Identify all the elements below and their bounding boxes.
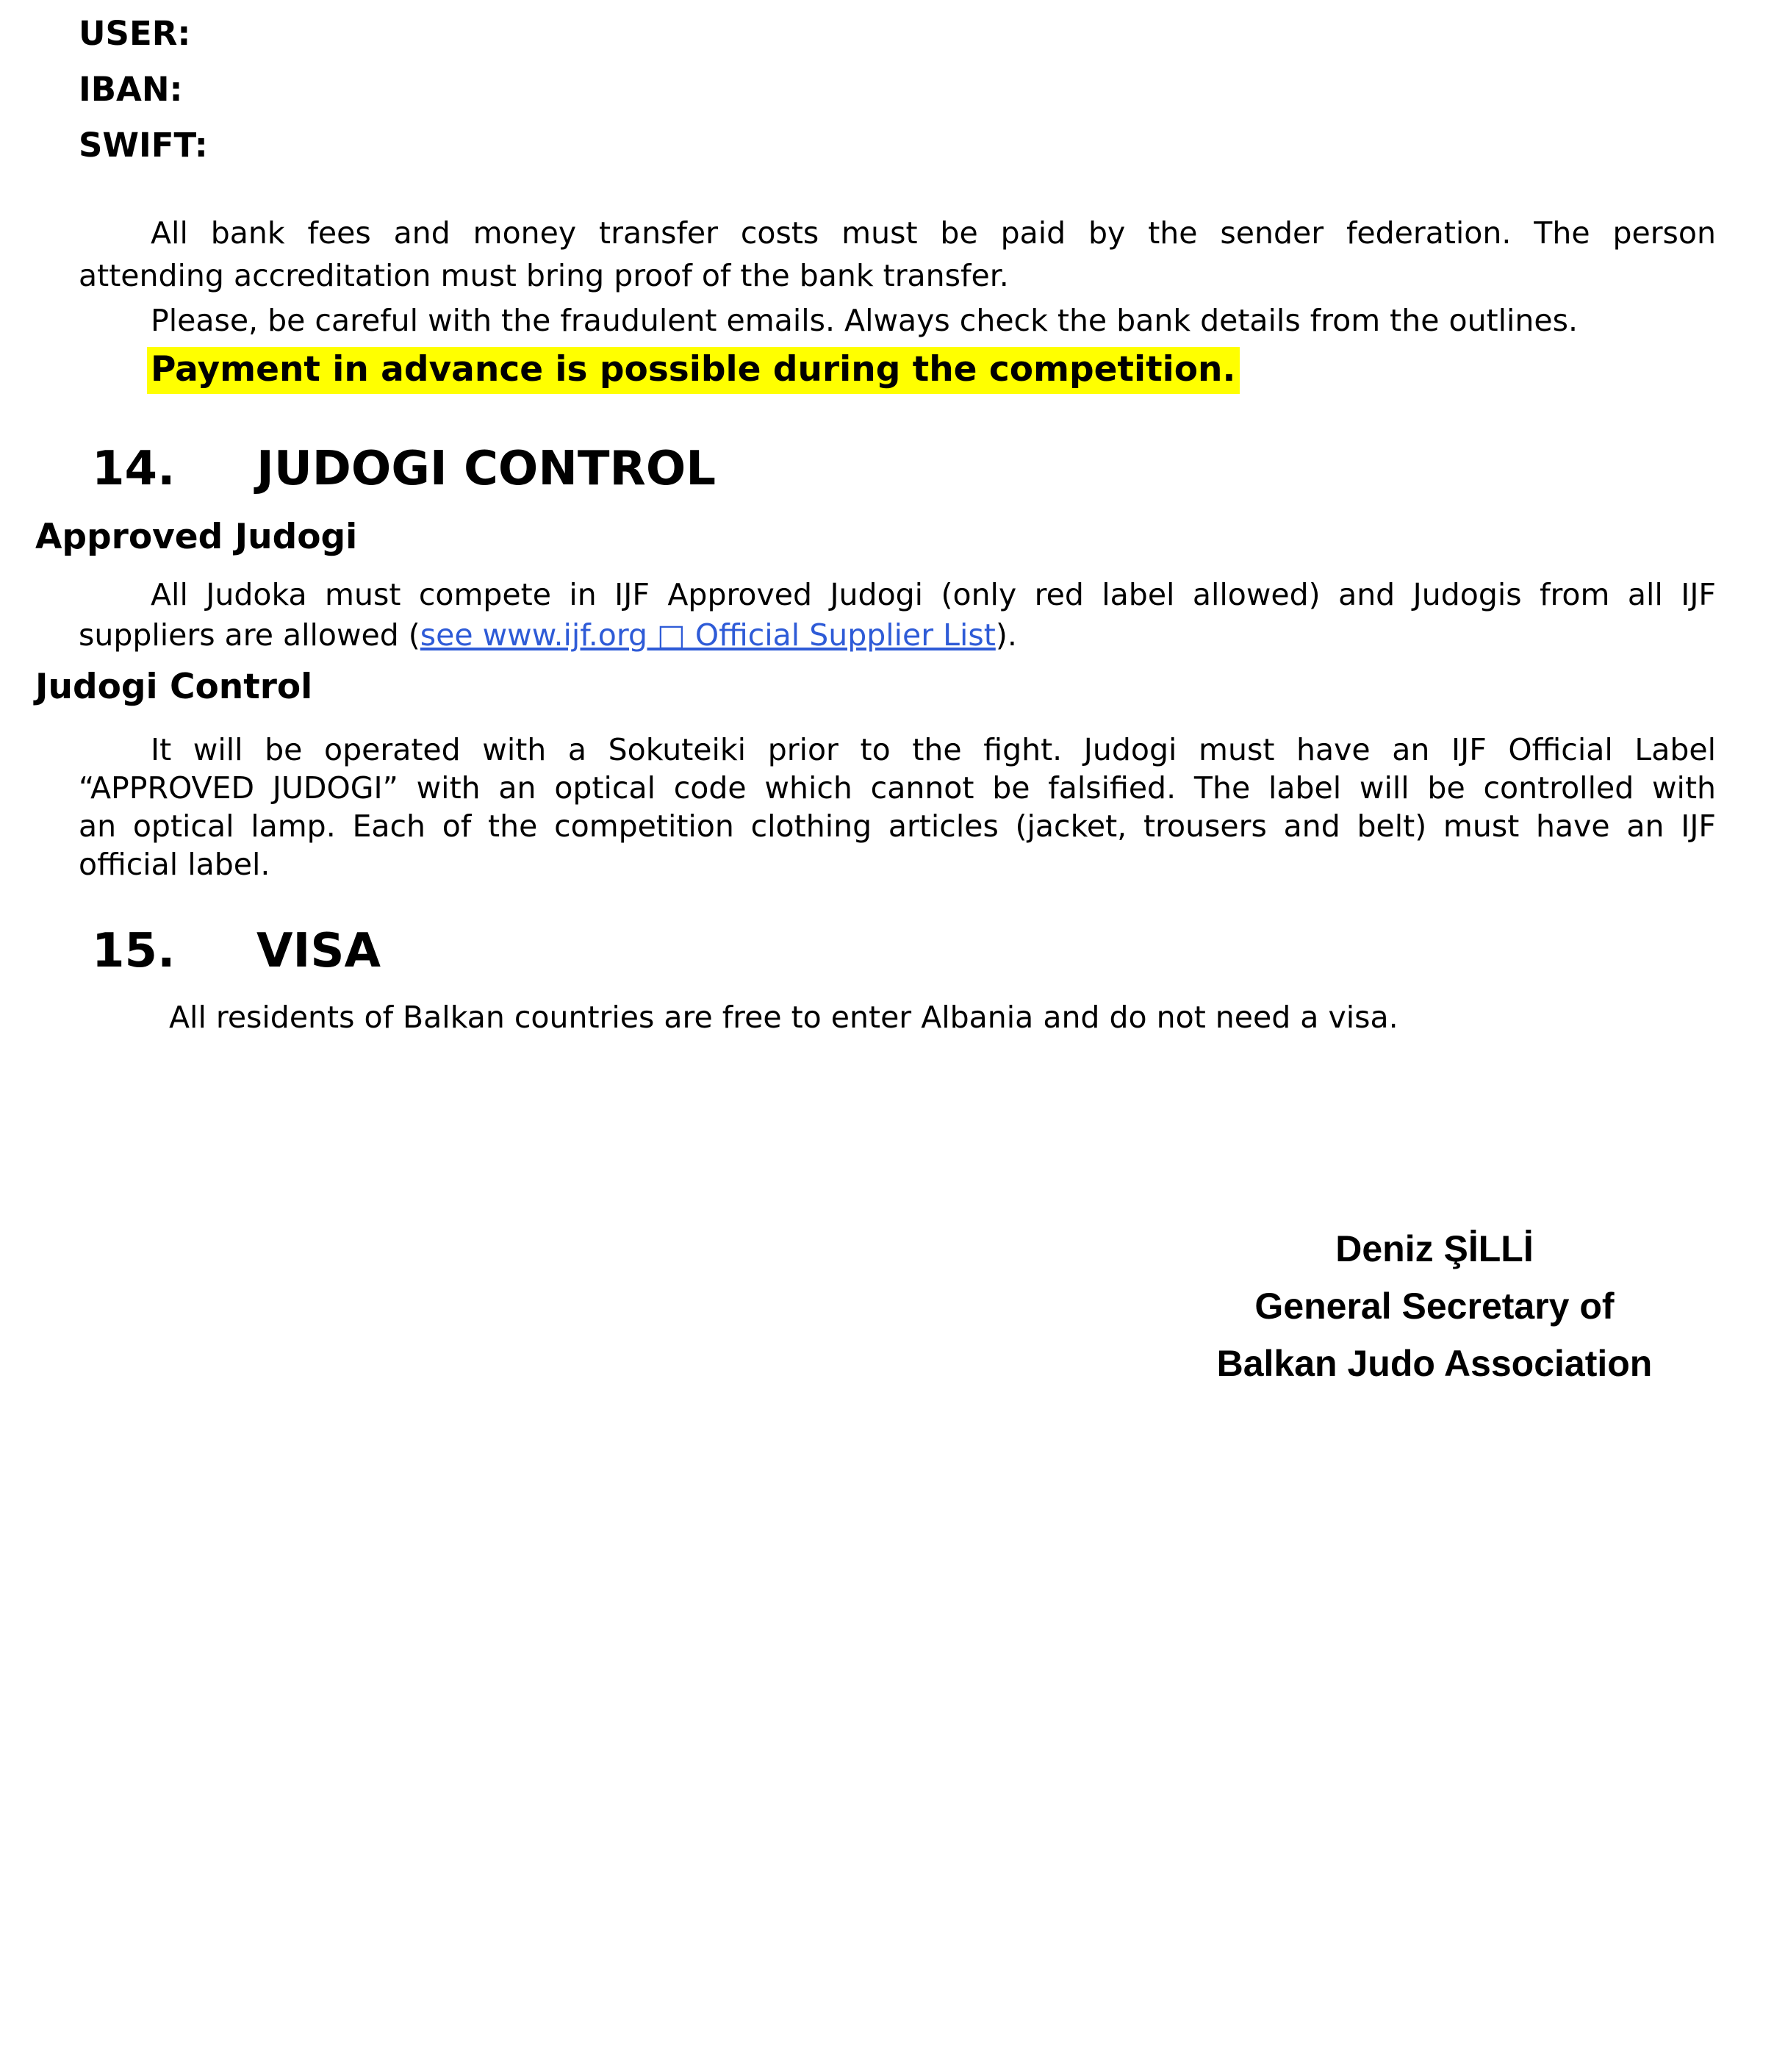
fraud-warning-line: Please, be careful with the fraudulent emails. Always check the bank details from the outlines. [151, 303, 1579, 338]
judogi-control-paragraph [79, 731, 1716, 883]
approved-judogi-paragraph [79, 575, 1716, 656]
bank-swift-label: SWIFT: [79, 126, 208, 165]
payment-advance-highlight: Payment in advance is possible during the competition. [147, 347, 1240, 394]
supplier-link-prefix: suppliers are allowed ( [79, 617, 420, 653]
approved-judogi-line-1: All Judoka must compete in IJF Approved Judogi (only red label allowed) and Judogis from all IJF [151, 577, 1716, 612]
bank-iban-label: IBAN: [79, 70, 183, 109]
signature-name: Deniz ŞİLLİ [1335, 1228, 1534, 1269]
section-14-title: JUDOGI CONTROL [256, 442, 716, 496]
visa-line: All residents of Balkan countries are free to enter Albania and do not need a visa. [169, 1000, 1398, 1035]
visa-paragraph [79, 997, 1716, 1038]
judogi-control-line-4: official label. [79, 847, 270, 882]
section-14-heading [92, 441, 1716, 497]
fraud-warning-paragraph [79, 300, 1716, 341]
bank-fees-paragraph [79, 212, 1716, 297]
section-15-heading [92, 923, 1716, 979]
signature-role: General Secretary of [1254, 1286, 1615, 1327]
bank-details-block [79, 6, 1716, 173]
judogi-control-line-1: It will be operated with a Sokuteiki prior to the fight. Judogi must have an IJF Official Label [151, 732, 1716, 767]
bank-fees-line-1: All bank fees and money transfer costs must be paid by the sender federation. The person [151, 215, 1716, 251]
signature-block [1177, 1220, 1692, 1392]
approved-judogi-heading: Approved Judogi [35, 517, 358, 557]
judogi-control-line-2: “APPROVED JUDOGI” with an optical code which cannot be falsified. The label will be controlled with [79, 770, 1716, 806]
approved-judogi-line-2 [79, 615, 1716, 656]
judogi-control-line-3: an optical lamp. Each of the competition clothing articles (jacket, trousers and belt) must have an IJF [79, 809, 1716, 844]
official-supplier-list-link[interactable]: see www.ijf.org □ Official Supplier List [420, 617, 996, 653]
document-page [0, 6, 1774, 1392]
supplier-link-suffix: ). [995, 617, 1017, 653]
section-14-number: 14. [92, 442, 176, 496]
section-15-title: VISA [256, 924, 381, 978]
payment-advance-paragraph [79, 347, 1716, 392]
judogi-control-heading: Judogi Control [35, 667, 313, 707]
bank-user-label: USER: [79, 14, 191, 53]
section-15-number: 15. [92, 924, 176, 978]
bank-fees-line-2: attending accreditation must bring proof of the bank transfer. [79, 258, 1009, 293]
signature-organization: Balkan Judo Association [1216, 1343, 1653, 1384]
